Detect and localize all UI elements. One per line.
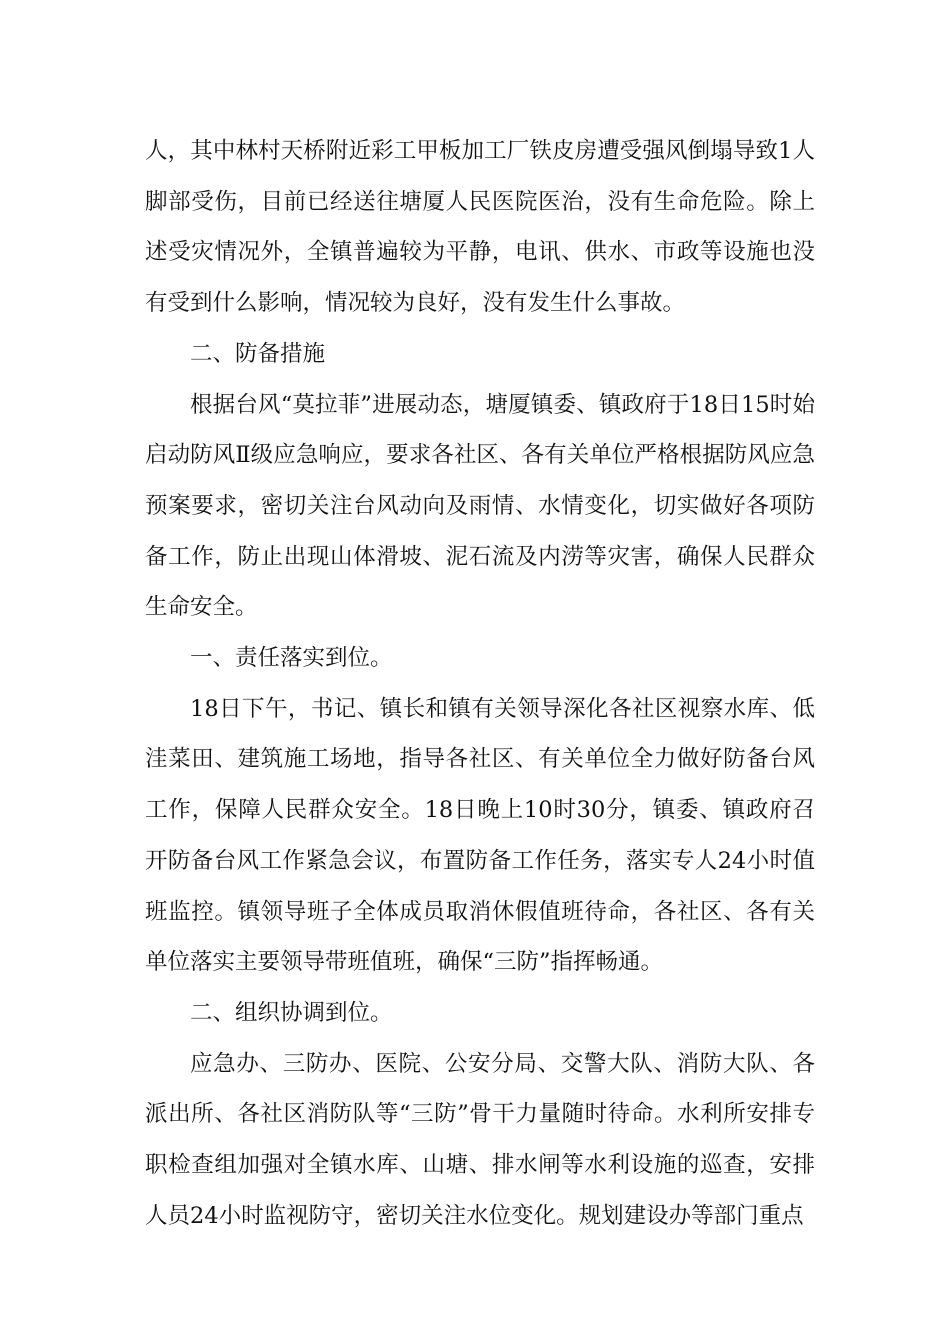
section-heading-prevention-measures: 二、防备措施 [190, 340, 326, 367]
paragraph-leadership-inspection: 18日下午，书记、镇长和镇有关领导深化各社区视察水库、低洼菜田、建筑施工场地，指导各社区、有关单位全力做好防备台风工作，保障人民群众安全。18日晚上10时30分，镇委、镇政府召开防备台风工作紧急会议，布置防备工作任务，落实专人24小时值班监控。镇领导班子全体成员取消休假值班待命，各社区、各有关单位落实主要领导带班值班，确保“三防”指挥畅通。 [145, 695, 815, 976]
paragraph-standby-forces: 应急办、三防办、医院、公安分局、交警大队、消防大队、各派出所、各社区消防队等“三防”骨干力量随时待命。水利所安排专职检查组加强对全镇水库、山塘、排水闸等水利设施的巡查，安排人员24小时监视防守，密切关注水位变化。规划建设办等部门重点 [145, 1050, 815, 1229]
subheading-responsibility: 一、责任落实到位。 [190, 645, 393, 672]
document-body [145, 126, 815, 1241]
paragraph-casualty-report: 人，其中林村天桥附近彩工甲板加工厂铁皮房遭受强风倒塌导致1人脚部受伤，目前已经送往塘厦人民医院医治，没有生命危险。除上述受灾情况外，全镇普遍较为平静，电讯、供水、市政等设施也没有受到什么影响，情况较为良好，没有发生什么事故。 [145, 138, 815, 317]
paragraph-emergency-response: 根据台风“莫拉菲”进展动态，塘厦镇委、镇政府于18日15时始启动防风Ⅱ级应急响应，要求各社区、各有关单位严格根据防风应急预案要求，密切关注台风动向及雨情、水情变化，切实做好各项防备工作，防止出现山体滑坡、泥石流及内涝等灾害，确保人民群众生命安全。 [145, 391, 815, 621]
subheading-coordination: 二、组织协调到位。 [190, 999, 393, 1026]
